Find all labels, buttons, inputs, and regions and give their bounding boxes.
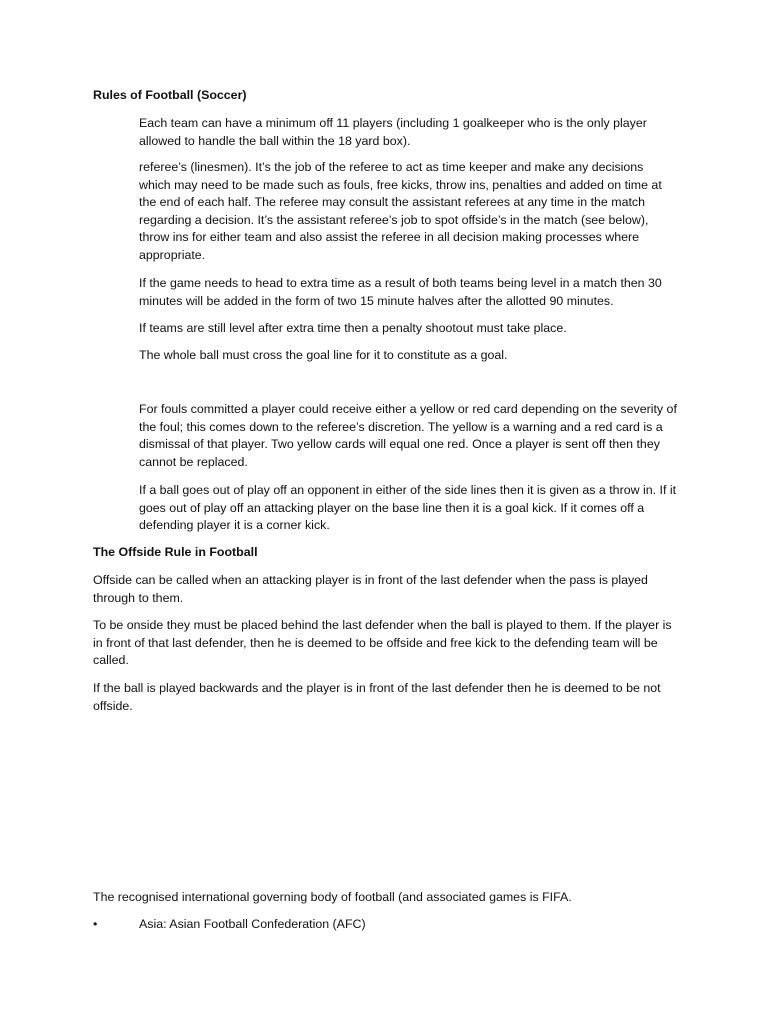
list-item [93, 916, 677, 934]
paragraph-fouls-cards: For fouls committed a player could receive either a yellow or red card depending on the severity of the foul; this comes down to the referee’s discretion. The yellow is a warning and a red card is a dismissal of that player. Two yellow cards will equal one red. Once a player is sent off then they cannot be replaced. [139, 402, 677, 469]
paragraph-onside: To be onside they must be placed behind the last defender when the ball is played to them. If the player is in front of that last defender, then he is deemed to be offside and free kick to the defending team will be called. [93, 618, 672, 668]
paragraph-played-backwards: If the ball is played backwards and the player is in front of the last defender then he is deemed to be not offside. [93, 681, 661, 713]
page-title: Rules of Football (Soccer) [93, 88, 247, 102]
paragraph-goal-line: The whole ball must cross the goal line for it to constitute as a goal. [139, 348, 508, 362]
paragraph-extra-time: If the game needs to head to extra time as a result of both teams being level in a match then 30 minutes will be added in the form of two 15 minute halves after the allotted 90 minutes. [139, 276, 662, 308]
bullet-marker: • [93, 917, 98, 931]
offside-heading: The Offside Rule in Football [93, 545, 258, 559]
paragraph-out-of-play: If a ball goes out of play off an opponent in either of the side lines then it is given as a throw in. If it goes out of play off an attacking player on the base line then it is a goal kick. If it comes off a defending player it is a corner kick. [139, 483, 677, 533]
paragraph-team-size: Each team can have a minimum off 11 players (including 1 goalkeeper who is the only player allowed to handle the ball within the 18 yard box). [139, 116, 647, 148]
paragraph-referees: referee’s (linesmen). It’s the job of the referee to act as time keeper and make any decisions which may need to be made such as fouls, free kicks, throw ins, penalties and added on time at the end of each half. The referee may consult the assistant referees at any time in the match regarding a decision. It’s the assistant referee’s job to spot offside’s in the match (see below), throw ins for either team and also assist the referee in all decision making processes where appropriate. [139, 160, 662, 262]
paragraph-offside-called: Offside can be called when an attacking player is in front of the last defender when the pass is played through to them. [93, 573, 648, 605]
list-item-text: Asia: Asian Football Confederation (AFC) [139, 917, 366, 931]
paragraph-governing-body: The recognised international governing body of football (and associated games is FIFA. [93, 890, 572, 904]
paragraph-penalty-shootout: If teams are still level after extra time then a penalty shootout must take place. [139, 321, 567, 335]
